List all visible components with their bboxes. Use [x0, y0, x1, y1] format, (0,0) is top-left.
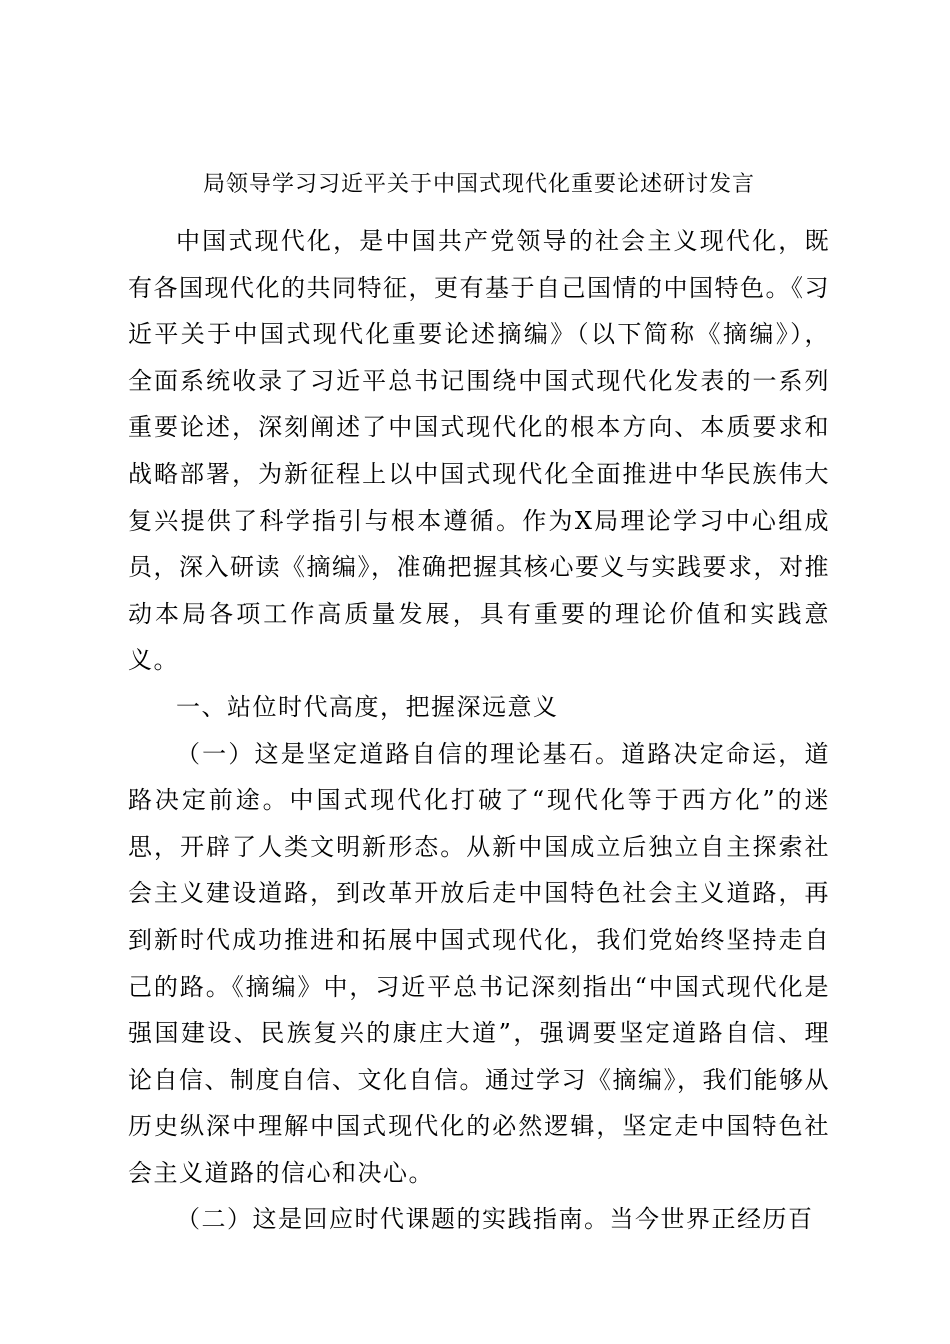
document-page	[128, 160, 830, 1243]
subsection-paragraph-1: （一）这是坚定道路自信的理论基石。道路决定命运，道路决定前途。中国式现代化打破了“现代化等于西方化”的迷思，开辟了人类文明新形态。从新中国成立后独立自主探索社会主义建设道路，到改革开放后走中国特色社会主义道路，再到新时代成功推进和拓展中国式现代化，我们党始终坚持走自己的路。《摘编》中，习近平总书记深刻指出“中国式现代化是强国建设、民族复兴的康庄大道”，强调要坚定道路自信、理论自信、制度自信、文化自信。通过学习《摘编》，我们能够从历史纵深中理解中国式现代化的必然逻辑，坚定走中国特色社会主义道路的信心和决心。	[128, 739, 830, 1187]
section-heading-1: 一、站位时代高度，把握深远意义	[176, 692, 559, 721]
subsection-paragraph-2: （二）这是回应时代课题的实践指南。当今世界正经历百	[176, 1205, 814, 1234]
intro-paragraph: 中国式现代化，是中国共产党领导的社会主义现代化，既有各国现代化的共同特征，更有基于自己国情的中国特色。《习近平关于中国式现代化重要论述摘编》（以下简称《摘编》），全面系统收录了习近平总书记围绕中国式现代化发表的一系列重要论述，深刻阐述了中国式现代化的根本方向、本质要求和战略部署，为新征程上以中国式现代化全面推进中华民族伟大复兴提供了科学指引与根本遵循。作为X局理论学习中心组成员，深入研读《摘编》，准确把握其核心要义与实践要求，对推动本局各项工作高质量发展，具有重要的理论价值和实践意义。	[128, 227, 830, 675]
document-title: 局领导学习习近平关于中国式现代化重要论述研讨发言	[202, 172, 755, 197]
